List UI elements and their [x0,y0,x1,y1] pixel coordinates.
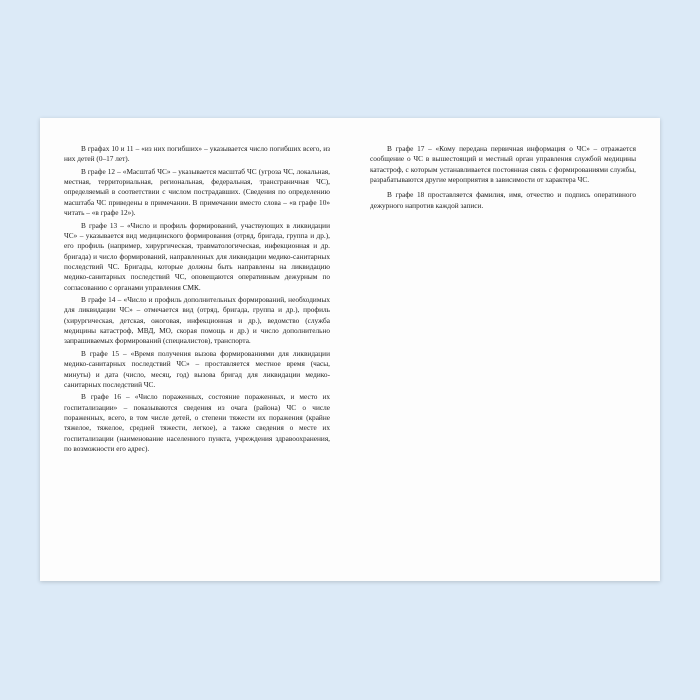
document-page [40,118,660,581]
paragraph: В графах 10 и 11 – «из них погибших» – указывается число погибших всего, из них детей (0–17 лет). [64,144,330,164]
paragraph: В графе 18 проставляется фамилия, имя, отчество и подпись оперативного дежурного напротив каждой записи. [370,190,636,210]
paragraph: В графе 15 – «Время получения вызова формированиями для ликвидации медико-санитарных последствий ЧС» – проставляется местное время (часы, минуты) и дата (число, месяц, год) вызова бригад для ликвидации медико-санитарных последствий ЧС. [64,348,330,389]
paragraph: В графе 13 – «Число и профиль формирований, участвующих в ликвидации ЧС» – указывается вид медицинского формирования (отряд, бригада, группа и др.), его профиль (например, хирургическая, травматологическая, инфекционная и др. бригада) и число формирований, направленных для ликвидации медико-санитарных последствий ЧС. Бригады, которые должны быть направлены на ликвидацию медико-санитарных последствий ЧС, оповещаются оперативным дежурным по согласованию с органами управления СМК. [64,220,330,292]
paragraph: В графе 16 – «Число пораженных, состояние пораженных, и место их госпитализации» – показываются сведения из очага (района) ЧС о числе пораженных, всего, в том числе детей, о степени тяжести их поражения (крайне тяжелое, тяжелое, средней тяжести, легкое), а также сведения о месте их госпитализации (наименование населенного пункта, учреждения здравоохранения, по возможности его адрес). [64,392,330,454]
text-column-left [64,144,350,561]
paragraph: В графе 12 – «Масштаб ЧС» – указывается масштаб ЧС (угроза ЧС, локальная, местная, территориальная, региональная, федеральная, трансграничная ЧС), определяемый в соответствии с числом пострадавших. (Сведения по определению масштаба ЧС приведены в примечании. В примечании вместо слова – «в графе 10» читать – «в графе 12»). [64,166,330,218]
paragraph: В графе 14 – «Число и профиль дополнительных формирований, необходимых для ликвидации ЧС» – отмечается вид (отряд, бригада, группа и др.), профиль (хирургическая, детская, ожоговая, инфекционная и др.), ведомство (служба медицины катастроф, МВД, МО, скорая помощь и др.) и число дополнительно запрашиваемых формирований (специалистов), транспорта. [64,295,330,346]
text-column-right [350,144,636,561]
page-content [40,118,660,581]
paragraph: В графе 17 – «Кому передана первичная информация о ЧС» – отражается сообщение о ЧС в вышестоящий и местный орган управления службой медицины катастроф, с которым устанавливается постоянная связь с формированиями службы, разрабатываются другие мероприятия в зависимости от характера ЧС. [370,144,636,185]
